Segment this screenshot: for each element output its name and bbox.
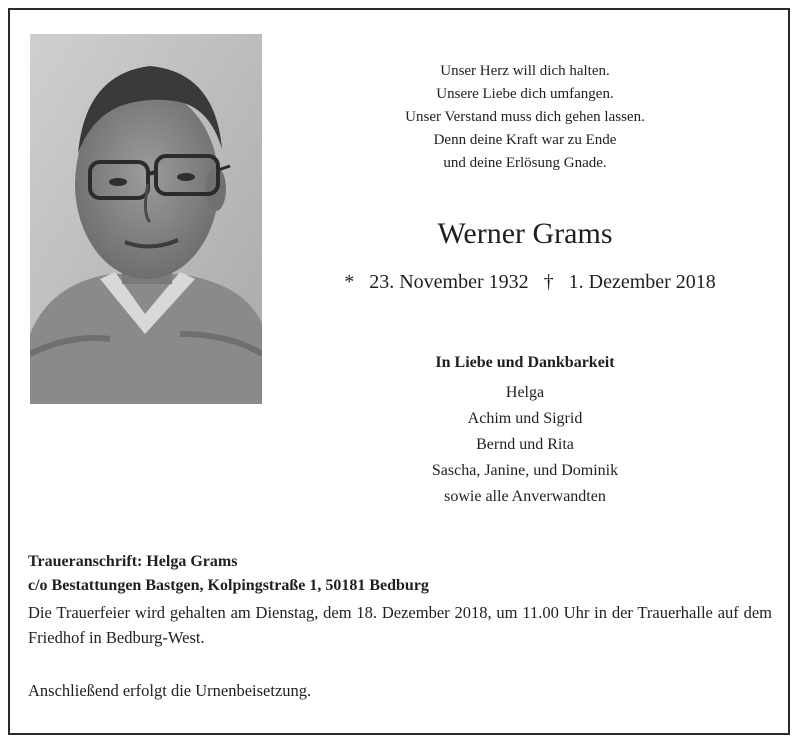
birth-symbol: *: [344, 271, 355, 293]
deceased-name: Werner Grams: [437, 217, 613, 250]
mourner-name: Helga: [505, 384, 545, 401]
poem-line: Unser Herz will dich halten.: [440, 63, 610, 79]
burial-info: Anschließend erfolgt die Urnenbeisetzung.: [28, 681, 312, 700]
birth-date: 23. November 1932: [369, 271, 529, 293]
life-dates: [290, 268, 760, 296]
poem-line: Denn deine Kraft war zu Ende: [433, 132, 617, 148]
mourner-name: Sascha, Janine, und Dominik: [431, 462, 619, 479]
mourner-name: sowie alle Anverwandten: [444, 488, 606, 505]
poem-line: Unsere Liebe dich umfangen.: [436, 86, 614, 102]
ceremony-info: Die Trauerfeier wird gehalten am Dienstag, dem 18. Dezember 2018, um 11.00 Uhr in der Trauerhalle auf dem Friedhof in Bedburg-West.: [28, 603, 772, 647]
death-date: 1. Dezember 2018: [568, 271, 716, 293]
poem-block: [290, 60, 760, 175]
mourners-block: [290, 350, 760, 510]
mourning-address: [28, 550, 768, 598]
address-line: Traueranschrift: Helga Grams: [28, 553, 238, 570]
address-line: c/o Bestattungen Bastgen, Kolpingstraße 1, 50181 Bedburg: [28, 577, 429, 594]
cross-icon: †: [543, 271, 554, 293]
mourner-name: Achim und Sigrid: [467, 410, 583, 427]
mourner-name: Bernd und Rita: [476, 436, 574, 453]
portrait-photo: [30, 34, 262, 404]
mourners-heading: In Liebe und Dankbarkeit: [435, 354, 615, 371]
poem-line: und deine Erlösung Gnade.: [443, 155, 607, 171]
poem-line: Unser Verstand muss dich gehen lassen.: [405, 109, 645, 125]
